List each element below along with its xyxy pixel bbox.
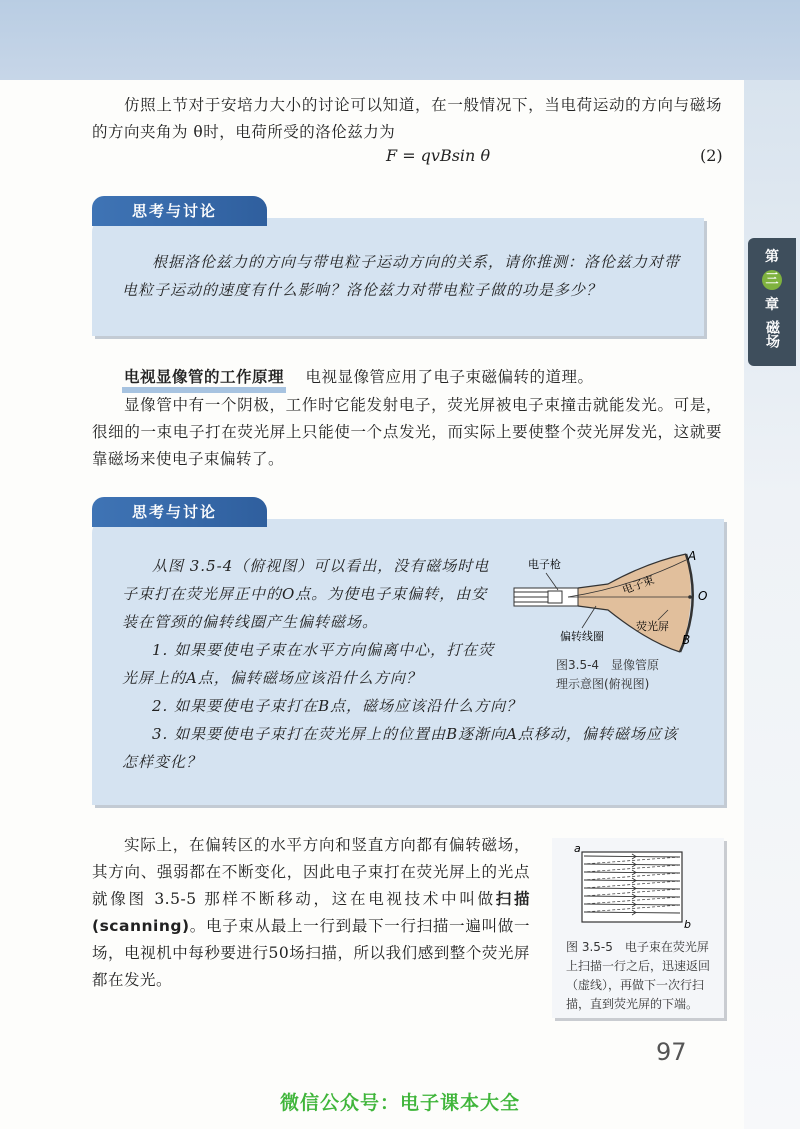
section-lead: 电视显像管应用了电子束磁偏转的道理。 <box>305 368 594 386</box>
label-A: A <box>688 549 697 563</box>
chapter-suffix: 章 <box>765 297 779 313</box>
chapter-tab <box>748 238 796 366</box>
label-coil: 偏转线圈 <box>560 630 604 643</box>
label-gun: 电子枪 <box>528 558 561 571</box>
chapter-number: 三 <box>762 270 782 290</box>
think-2-q2: 2. 如果要使电子束打在B点，磁场应该沿什么方向？ <box>152 697 523 715</box>
section-paragraph: 显像管中有一个阴极，工作时它能发射电子，荧光屏被电子束撞击就能发光。可是，很细的一束电子打在荧光屏上只能使一个点发光，而实际上要使整个荧光屏发光，这就要靠磁场来使电子束偏转了。 <box>92 396 722 468</box>
section-lead-line <box>122 364 722 393</box>
scan-paragraph <box>92 832 530 994</box>
scan-term-en: (scanning) <box>92 917 190 935</box>
scan-para-start: 实际上，在偏转区的水平方向和竖直方向都有偏转磁场，其方向、强弱都在不断变化，因此电子束打在荧光屏上的光点就像图 3.5-5 那样不断移动，这在电视技术中叫做 <box>92 836 530 908</box>
label-b: b <box>684 918 691 930</box>
scan-diagram <box>568 842 698 930</box>
scan-term: 扫描 <box>495 890 530 908</box>
think-2-intro: 从图 3.5-4（俯视图）可以看出，没有磁场时电子束打在荧光屏正中的O点。为使电子束偏转，由安装在管颈的偏转线圈产生偏转磁场。 <box>122 557 490 631</box>
fig-3-5-4-caption-line2: 理示意图(俯视图) <box>556 677 650 691</box>
page-number: 97 <box>656 1038 687 1066</box>
think-2-q3: 3. 如果要使电子束打在荧光屏上的位置由B逐渐向A点移动，偏转磁场应该怎样变化？ <box>122 725 678 771</box>
equation-number: (2) <box>700 146 723 165</box>
crt-diagram <box>508 548 718 658</box>
think-header-1: 思考与讨论 <box>92 196 267 226</box>
fig-3-5-4-caption <box>556 656 716 694</box>
lorentz-formula: F = qvBsin θ <box>386 146 491 165</box>
intro-paragraph: 仿照上节对于安培力大小的讨论可以知道，在一般情况下，当电荷运动的方向与磁场的方向夹角为 θ时，电荷所受的洛伦兹力为 <box>92 96 722 141</box>
scan-para-end: 。电子束从最上一行到最下一行扫描一遍叫做一场，电视机中每秒要进行50场扫描，所以我们感到整个荧光屏都在发光。 <box>92 917 530 989</box>
section-keyword: 电视显像管的工作原理 <box>122 367 286 393</box>
top-band <box>0 0 800 80</box>
chapter-prefix: 第 <box>765 249 779 265</box>
fig-3-5-4-caption-line1: 图3.5-4 显像管原 <box>556 658 660 672</box>
label-B: B <box>682 633 691 647</box>
think-header-2: 思考与讨论 <box>92 497 267 527</box>
chapter-title: 磁场 <box>764 320 780 348</box>
fig-3-5-5-caption: 图 3.5-5 电子束在荧光屏上扫描一行之后，迅速返回（虚线），再做下一次行扫描，直到荧光屏的下端。 <box>566 940 711 1011</box>
footer-watermark: 微信公众号：电子课本大全 <box>279 1092 520 1114</box>
label-screen: 荧光屏 <box>636 620 669 633</box>
label-beam: 电子束 <box>620 573 657 597</box>
think-1-text: 根据洛伦兹力的方向与带电粒子运动方向的关系，请你推测：洛伦兹力对带电粒子运动的速度有什么影响？洛伦兹力对带电粒子做的功是多少？ <box>122 253 681 299</box>
think-2-q1: 1. 如果要使电子束在水平方向偏离中心，打在荧光屏上的A点，偏转磁场应该沿什么方向？ <box>122 641 495 687</box>
label-a: a <box>574 842 581 855</box>
label-O: O <box>698 589 708 603</box>
